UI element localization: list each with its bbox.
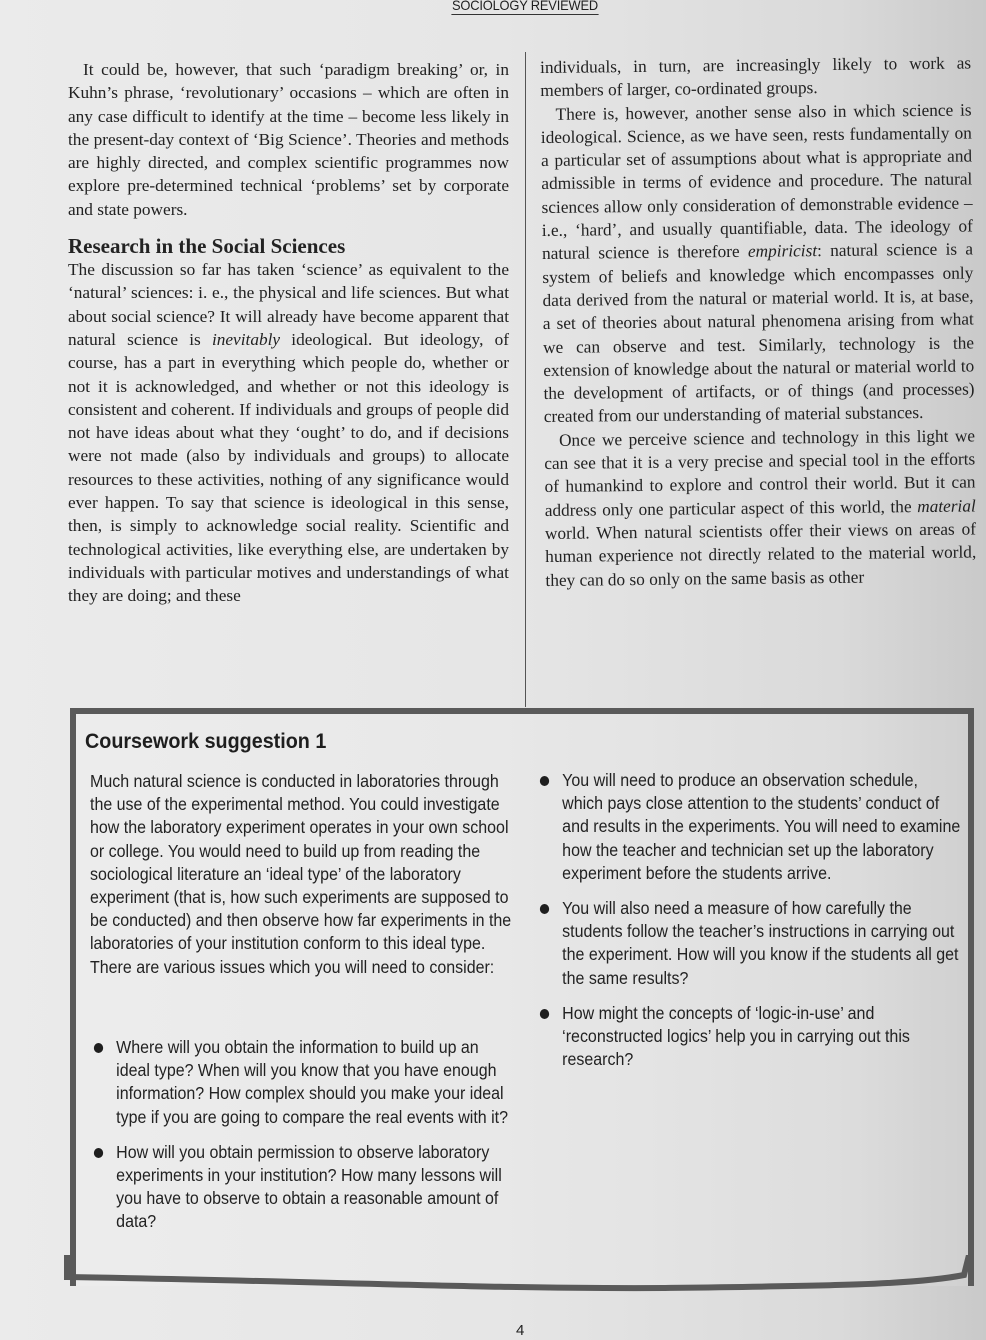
list-item-text: Where will you obtain the information to build up an ideal type? When will you know that you have enough information? How complex should you make your ideal type if you are going to compare the real events with it? [116, 1037, 509, 1127]
running-head: SOCIOLOGY REVIEWED [451, 0, 598, 15]
list-item [92, 1036, 515, 1129]
coursework-left-list [92, 1036, 515, 1246]
left-paragraph-2 [68, 258, 509, 607]
right-column [540, 51, 977, 591]
bullet-icon [540, 776, 549, 786]
page-number: 4 [516, 1322, 525, 1339]
bullet-icon [94, 1043, 103, 1053]
right-paragraph-2-text-b: : natural science is a system of beliefs and knowledge which encompasses only data derived from the natural or material world. It is, at base, a set of theories about natural phenomena arising from what we can observe and test. Similarly, technology is the extension of knowledge about the natural or material world to the development of artifacts, or of things (and processes) created from our understanding of material substances. [542, 239, 975, 427]
right-paragraph-3-text-b: world. When natural scientists offer their views on areas of human experience not directly related to the material world, they can do so only on the same basis as other [544, 519, 977, 590]
bullet-icon [540, 1009, 549, 1019]
list-item [538, 769, 961, 885]
list-item-text: How will you obtain permission to observe laboratory experiments in your institution? How many lessons will you have to observe to obtain a reasonable amount of data? [116, 1141, 502, 1232]
emphasis-empiricist: empiricist [747, 241, 818, 262]
coursework-box-bottom-border [64, 1255, 986, 1295]
right-paragraph-2-text-a: There is, however, another sense also in which science is ideological. Science, as we have seen, rests fundamentally on a particular set of assumptions about what is appropriate and admissible in terms of evidence and procedure. The natural sciences allow only consideration of demonstrable evidence – i.e., ‘hard’, and usually quantifiable, data. The ideology of natural science is therefore [540, 100, 973, 264]
left-paragraph-2-text-a: The discussion so far has taken ‘science’ as equivalent to the ‘natural’ sciences: i. e., the physical and life sciences. But what about social science? It will already have become apparent that natural science is [68, 260, 509, 349]
right-paragraph-2 [540, 98, 974, 429]
list-item [92, 1141, 515, 1234]
list-item [538, 897, 961, 990]
list-item-text: How might the concepts of ‘logic-in-use’ and ‘reconstructed logics’ help you in carrying out this research? [562, 1002, 910, 1070]
coursework-title: Coursework suggestion 1 [85, 730, 327, 753]
emphasis-inevitably: inevitably [211, 329, 281, 349]
list-item-text: You will need to produce an observation schedule, which pays close attention to the students’ conduct of and results in the experiments. You will need to examine how the teacher and technician set up the laboratory experiment before the students arrive. [562, 770, 961, 883]
right-paragraph-1: individuals, in turn, are increasingly likely to work as members of larger, co-ordinated groups. [540, 53, 972, 101]
section-heading: Research in the Social Sciences [68, 234, 346, 259]
left-paragraph-2-text-b: ideological. But ideology, of course, has a part in everything which people do, whether or not it is acknowledged, and whether or not this ideology is consistent and coherent. If individuals and groups of people did not have ideas about what they ‘ought’ to do, and if decisions were not made (also by individuals and groups) to allocate resources to these activities, nothing of any significance would ever happen. To say that science is ideological in this sense, then, is simply to acknowledge social reality. Scientific and technological activities, like everything else, are undertaken by individuals with particular motives and understandings of what they are doing; and these [68, 329, 509, 606]
left-column [68, 58, 509, 608]
coursework-right-list [538, 769, 961, 1083]
emphasis-material: material [917, 496, 976, 516]
coursework-intro: Much natural science is conducted in laboratories through the use of the experimental method. You could investigate how the laboratory experiment operates in your own school or college. You would need to build up from reading the sociological literature an ‘ideal type’ of the laboratory experiment (that is, how such experiments are supposed to be conducted) and then observe how far experiments in the laboratories of your institution conform to this ideal type. There are various issues which you will need to consider: [90, 771, 512, 977]
column-divider [525, 52, 526, 707]
left-paragraph-1: It could be, however, that such ‘paradigm breaking’ or, in Kuhn’s phrase, ‘revolutionary’ occasions – which are often in any case difficult to identify at the time – become less likely in the present-day context of ‘Big Science’. Theories and methods are highly directed, and complex scientific programmes now explore pre-determined technical ‘problems’ set by corporate and state powers. [68, 60, 509, 219]
list-item [538, 1002, 961, 1072]
bullet-icon [540, 904, 549, 914]
right-paragraph-3 [544, 424, 977, 592]
right-paragraph-3-text-a: Once we perceive science and technology in this light we can see that it is a very precise and special tool in the efforts of humankind to explore and control their world. But it can address only one particular aspect of this world, the [544, 426, 976, 520]
bullet-icon [94, 1148, 103, 1158]
list-item-text: You will also need a measure of how carefully the students follow the teacher’s instructions in carrying out the experiment. How will you know if the students all get the same results? [562, 898, 959, 988]
